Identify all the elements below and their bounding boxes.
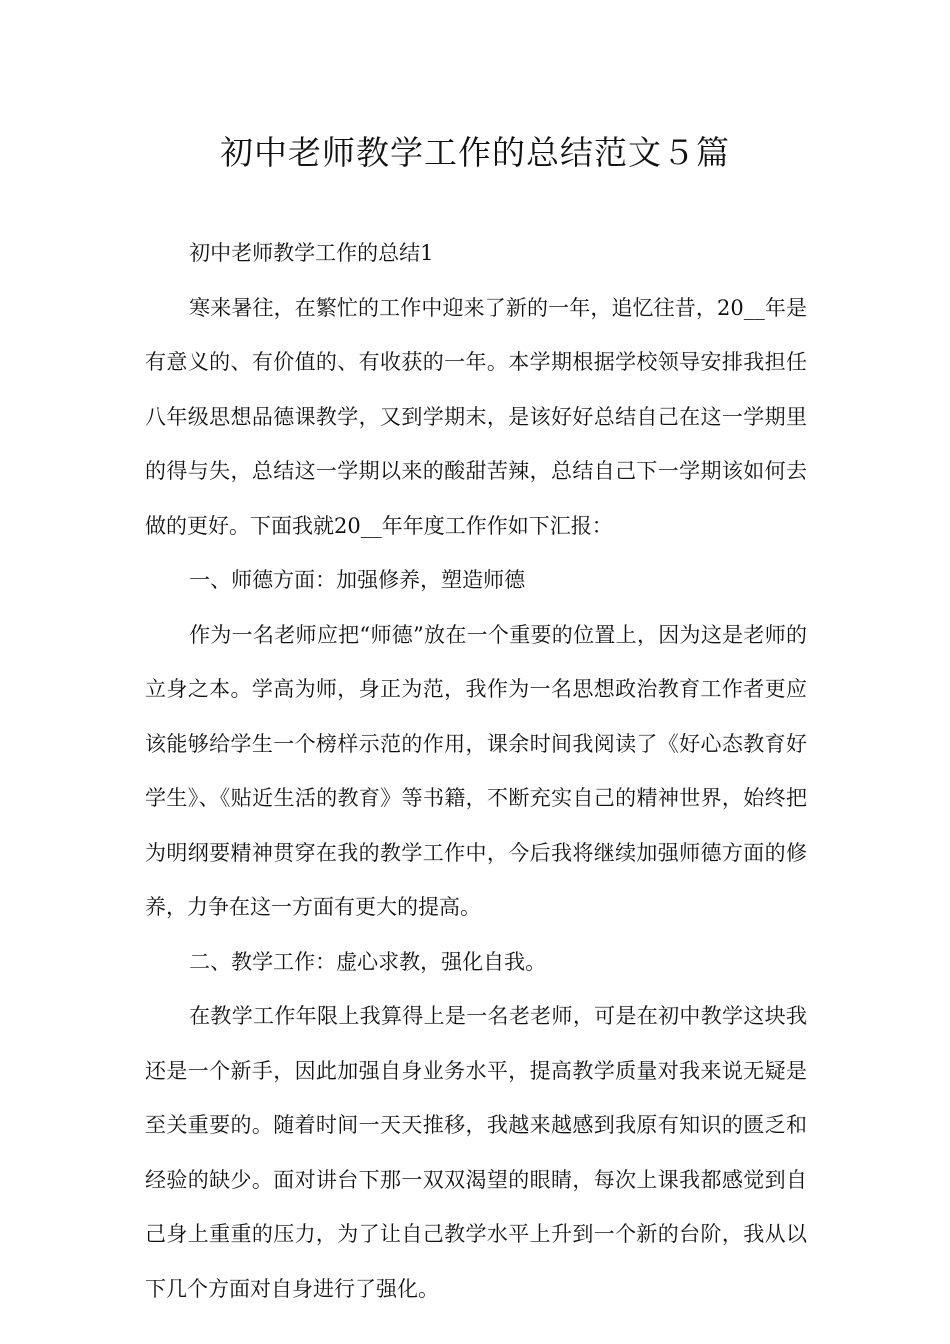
section-heading-teaching: 二、教学工作：虚心求教，强化自我。 bbox=[189, 949, 547, 974]
intro-paragraph: 寒来暑往，在繁忙的工作中迎来了新的一年，追忆往昔，20__年是有意义的、有价值的、有收获的一年。本学期根据学校领导安排我担任八年级思想品德课教学，又到学期末，是该好好总结自己在这一学期里的得与失，总结这一学期以来的酸甜苦辣，总结自己下一学期该如何去做的更好。下面我就20__年年度工作作如下汇报： bbox=[145, 295, 807, 538]
section-heading-summary-1: 初中老师教学工作的总结1 bbox=[189, 241, 434, 265]
section-heading-ethics: 一、师德方面：加强修养，塑造师德 bbox=[189, 568, 526, 592]
ethics-paragraph: 作为一名老师应把“师德”放在一个重要的位置上，因为这是老师的立身之本。学高为师，身正为范，我作为一名思想政治教育工作者更应该能够给学生一个榜样示范的作用，课余时间我阅读了《好心态教育好学生》、《贴近生活的教育》等书籍，不断充实自己的精神世界，始终把为明纲要精神贯穿在我的教学工作中，今后我将继续加强师德方面的修养，力争在这一方面有更大的提高。 bbox=[145, 622, 807, 919]
document-title: 初中老师教学工作的总结范文５篇 bbox=[220, 133, 730, 172]
teaching-paragraph: 在教学工作年限上我算得上是一名老老师，可是在初中教学这块我还是一个新手，因此加强自身业务水平，提高教学质量对我来说无疑是至关重要的。随着时间一天天推移，我越来越感到我原有知识的匮乏和经验的缺少。面对讲台下那一双双渴望的眼睛，每次上课我都感觉到自己身上重重的压力，为了让自己教学水平上升到一个新的台阶，我从以下几个方面对自身进行了强化。 bbox=[145, 1004, 807, 1301]
document-body bbox=[145, 226, 807, 1316]
